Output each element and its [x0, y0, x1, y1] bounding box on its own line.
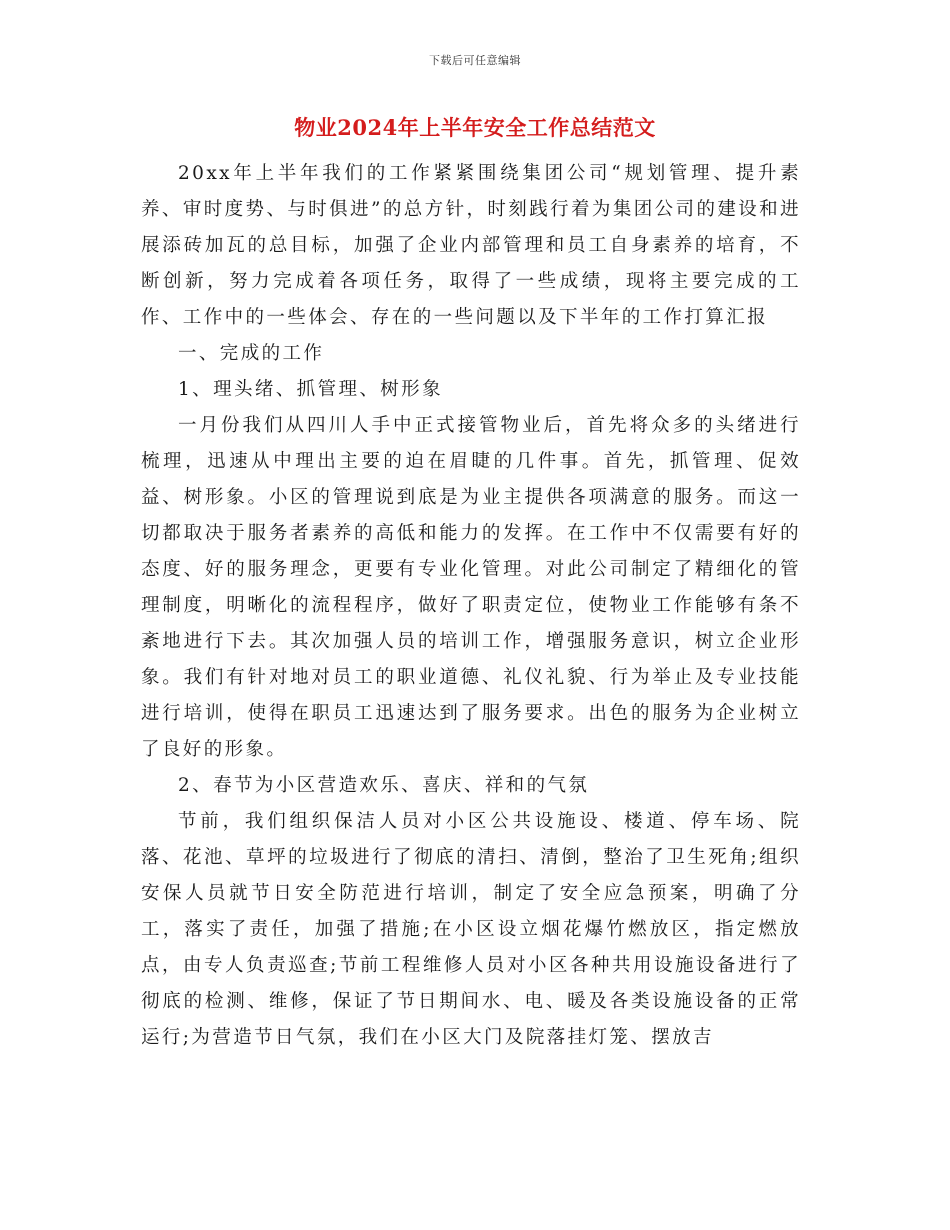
document-body — [141, 156, 801, 1056]
paragraph: 一月份我们从四川人手中正式接管物业后，首先将众多的头绪进行梳理，迅速从中理出主要的迫在眉睫的几件事。首先，抓管理、促效益、树形象。小区的管理说到底是为业主提供各项满意的服务。而这一切都取决于服务者素养的高低和能力的发挥。在工作中不仅需要有好的态度、好的服务理念，更要有专业化管理。对此公司制定了精细化的管理制度，明晰化的流程程序，做好了职责定位，使物业工作能够有条不紊地进行下去。其次加强人员的培训工作，增强服务意识，树立企业形象。我们有针对地对员工的职业道德、礼仪礼貌、行为举止及专业技能进行培训，使得在职员工迅速达到了服务要求。出色的服务为企业树立了良好的形象。 — [141, 415, 801, 760]
subsection-heading: 1、理头绪、抓管理、树形象 — [178, 379, 443, 400]
subsection-heading: 2、春节为小区营造欢乐、喜庆、祥和的气氛 — [178, 775, 590, 796]
paragraph: 节前，我们组织保洁人员对小区公共设施设、楼道、停车场、院落、花池、草坪的垃圾进行了彻底的清扫、清倒，整治了卫生死角;组织安保人员就节日安全防范进行培训，制定了安全应急预案，明确了分工，落实了责任，加强了措施;在小区设立烟花爆竹燃放区，指定燃放点，由专人负责巡查;节前工程维修人员对小区各种共用设施设备进行了彻底的检测、维修，保证了节日期间水、电、暖及各类设施设备的正常运行;为营造节日气氛，我们在小区大门及院落挂灯笼、摆放吉 — [141, 811, 801, 1048]
document-title: 物业2024年上半年安全工作总结范文 — [294, 115, 656, 140]
section-heading: 一、完成的工作 — [178, 343, 325, 364]
header-note: 下载后可任意编辑 — [429, 54, 521, 67]
paragraph-intro: 20xx年上半年我们的工作紧紧围绕集团公司“规划管理、提升素养、审时度势、与时俱进”的总方针，时刻践行着为集团公司的建设和进展添砖加瓦的总目标，加强了企业内部管理和员工自身素养的培育，不断创新，努力完成着各项任务，取得了一些成绩，现将主要完成的工作、工作中的一些体会、存在的一些问题以及下半年的工作打算汇报 — [141, 163, 801, 328]
